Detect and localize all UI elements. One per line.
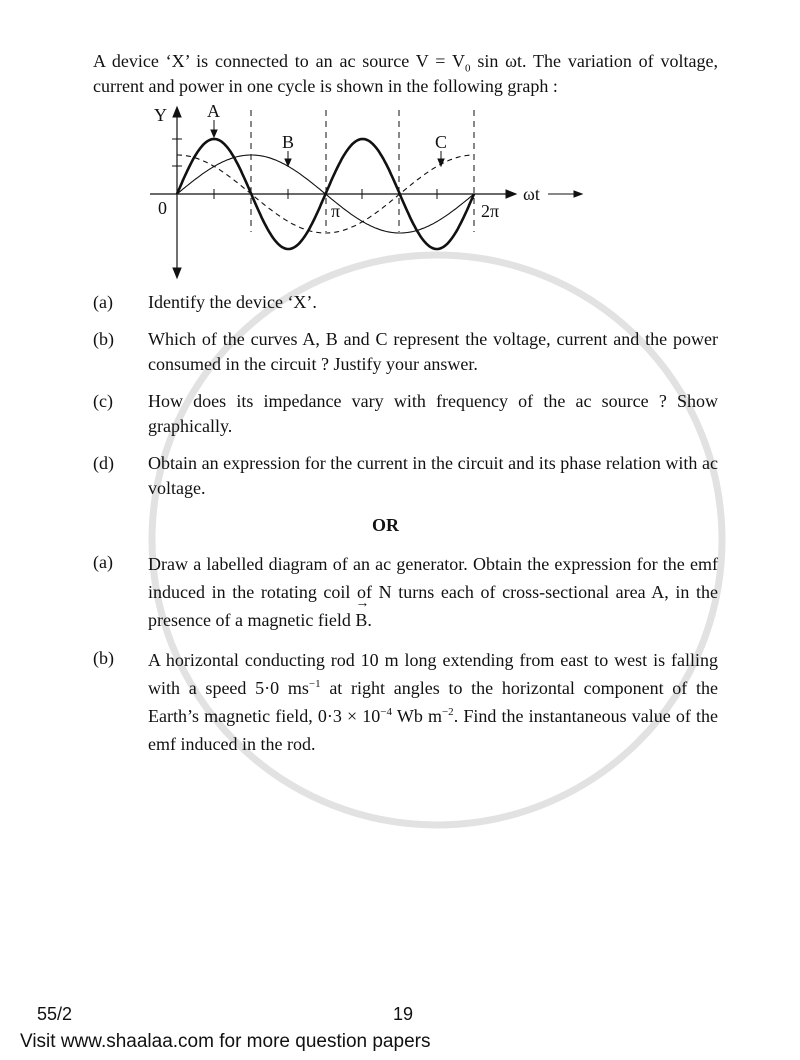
y-axis-arrow-up — [173, 107, 181, 117]
pi-label: π — [331, 201, 341, 221]
question-d — [93, 451, 718, 501]
intro-subscript: 0 — [464, 62, 471, 75]
x-axis-arrow — [506, 190, 516, 198]
question-c — [93, 389, 718, 439]
alt-question-b — [93, 646, 718, 758]
voltage-current-power-graph — [0, 0, 800, 285]
x-axis-label: ωt — [523, 184, 540, 204]
visit-link[interactable]: Visit www.shaalaa.com for more question papers — [20, 1031, 431, 1052]
question-text: Identify the device ‘X’. — [148, 292, 317, 312]
question-label: (b) — [93, 329, 114, 349]
text-part: . Find the instantaneous value of the emf induced in the rod. — [148, 706, 718, 754]
question-label: (a) — [93, 292, 113, 312]
question-text — [148, 550, 718, 634]
y-axis-arrow-down — [173, 268, 181, 278]
question-label: (b) — [93, 648, 114, 668]
origin-label: 0 — [158, 198, 167, 218]
text-part: A horizontal conducting rod 10 m long extending from east to west is falling with a speed 5·0 ms — [148, 650, 718, 698]
label-arrows — [211, 120, 444, 166]
dashed-guides — [251, 110, 474, 232]
question-label: (d) — [93, 453, 114, 473]
curve-label-b: B — [282, 132, 295, 152]
question-text: Which of the curves A, B and C represent the voltage, current and the power consumed in the circuit ? Justify your answer. — [148, 329, 718, 374]
question-text: How does its impedance vary with frequency of the ac source ? Show graphically. — [148, 391, 718, 436]
question-a — [93, 290, 718, 315]
curve-label-a: A — [207, 101, 220, 121]
superscript: −1 — [308, 678, 321, 690]
curve-label-c: C — [435, 132, 448, 152]
vector-b: → B — [355, 606, 367, 634]
question-text-end: . — [367, 610, 372, 630]
paper-code: 55/2 — [37, 1004, 73, 1024]
intro-text-2: sin ωt. The variation of voltage, current and power in one cycle is shown in the following graph : — [93, 51, 718, 96]
superscript: −4 — [380, 706, 393, 718]
question-label: (c) — [93, 391, 113, 411]
superscript: −2 — [441, 706, 454, 718]
wt-arrowhead — [574, 191, 582, 197]
y-axis-label: Y — [154, 105, 167, 125]
alt-question-a — [93, 550, 718, 634]
question-label: (a) — [93, 552, 113, 572]
two-pi-label: 2π — [481, 201, 500, 221]
question-b — [93, 327, 718, 377]
question-text: Obtain an expression for the current in the circuit and its phase relation with ac voltage. — [148, 453, 718, 498]
text-part: Wb m — [392, 706, 442, 726]
questions-area — [93, 290, 718, 770]
intro-text-1: A device ‘X’ is connected to an ac source V = V — [93, 51, 465, 71]
text-part: at right angles to the horizontal component of the Earth’s magnetic field, 0·3 × 10 — [148, 678, 718, 726]
question-text — [148, 646, 718, 758]
question-text-body: Draw a labelled diagram of an ac generator. Obtain the expression for the emf induced in the rotating coil of N turns each of cross-sectional area A, in the presence of a magnetic field — [148, 554, 718, 630]
or-heading: OR — [372, 515, 399, 535]
page-number: 19 — [393, 1004, 414, 1024]
